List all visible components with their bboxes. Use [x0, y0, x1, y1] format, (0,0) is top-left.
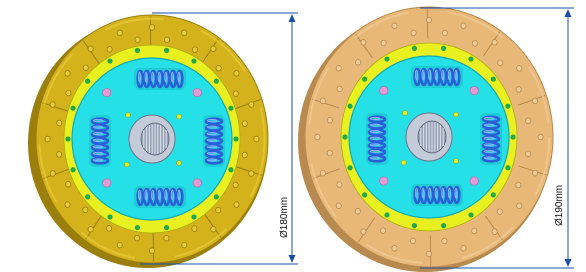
- facing-rivet-hole: [355, 208, 360, 214]
- facing-rivet-hole: [66, 182, 71, 188]
- facing-rivet-hole: [134, 235, 139, 241]
- facing-rivet-hole: [533, 170, 538, 176]
- disc-small: [28, 15, 268, 268]
- facing-rivet-hole: [492, 229, 497, 235]
- facing-rivet-hole: [337, 182, 342, 188]
- facing-rivet-hole: [516, 87, 521, 93]
- hub-rivet: [380, 177, 388, 185]
- hub-rivet: [103, 88, 111, 96]
- disc-large: [298, 7, 553, 272]
- facing-rivet-hole: [192, 226, 197, 232]
- facing-rivet-hole: [492, 40, 497, 46]
- facing-rivet-hole: [182, 242, 187, 248]
- facing-rivet-hole: [249, 102, 254, 108]
- inner-ring-rivet: [214, 79, 219, 84]
- damper-spring: [203, 115, 225, 167]
- facing-rivet-hole: [526, 118, 531, 124]
- inner-ring-rivet: [214, 194, 219, 199]
- facing-rivet-hole: [50, 171, 55, 177]
- facing-rivet-hole: [164, 37, 169, 43]
- facing-rivet-hole: [216, 65, 221, 71]
- facing-rivet-hole: [106, 226, 111, 232]
- facing-rivet-hole: [242, 121, 247, 127]
- inner-ring-rivet: [85, 194, 90, 199]
- hub-rivet: [103, 179, 111, 187]
- facing-rivet-hole: [361, 229, 366, 235]
- facing-rivet-hole: [392, 245, 397, 251]
- facing-rivet-hole: [192, 47, 197, 53]
- facing-rivet-hole: [472, 228, 477, 234]
- facing-rivet-hole: [426, 17, 431, 23]
- facing-rivet-hole: [57, 120, 62, 126]
- inner-ring-rivet: [441, 46, 446, 51]
- facing-rivet-hole: [442, 238, 447, 244]
- facing-rivet-hole: [65, 71, 70, 77]
- hub-stop-pin: [124, 162, 129, 167]
- inner-ring-rivet: [347, 104, 352, 109]
- dimension-large-arrow-bottom: [565, 259, 572, 267]
- dimension-small-label: Ø180mm: [279, 196, 290, 238]
- facing-rivet-hole: [327, 117, 332, 123]
- facing-rivet-hole: [320, 98, 325, 104]
- inner-ring-rivet: [164, 225, 169, 230]
- facing-rivet-hole: [426, 251, 431, 257]
- inner-ring-rivet: [491, 77, 496, 82]
- inner-ring-rivet: [135, 48, 140, 53]
- hub-rivet: [470, 177, 478, 185]
- facing-rivet-hole: [88, 226, 93, 232]
- facing-rivet-hole: [57, 152, 62, 158]
- facing-rivet-hole: [135, 37, 140, 43]
- facing-rivet-hole: [182, 30, 187, 36]
- facing-rivet-hole: [117, 30, 122, 36]
- inner-ring-rivet: [468, 56, 473, 61]
- inner-ring-rivet: [505, 104, 510, 109]
- facing-rivet-hole: [517, 203, 522, 209]
- facing-rivet-hole: [411, 30, 416, 36]
- hub-stop-pin: [177, 161, 182, 166]
- facing-rivet-hole: [249, 171, 254, 177]
- hub-stop-pin: [454, 159, 459, 164]
- inner-ring-rivet: [233, 136, 238, 141]
- inner-ring-rivet: [191, 214, 196, 219]
- facing-rivet-hole: [233, 91, 238, 97]
- inner-ring-rivet: [164, 48, 169, 53]
- inner-ring-rivet: [384, 56, 389, 61]
- facing-rivet-hole: [315, 134, 320, 140]
- inner-ring-rivet: [441, 223, 446, 228]
- inner-ring-rivet: [412, 46, 417, 51]
- facing-rivet-hole: [216, 207, 221, 213]
- hub-stop-pin: [177, 114, 182, 119]
- facing-rivet-hole: [149, 248, 154, 254]
- inner-ring-rivet: [228, 106, 233, 111]
- damper-spring: [134, 68, 186, 90]
- inner-ring-rivet: [70, 106, 75, 111]
- facing-rivet-hole: [320, 170, 325, 176]
- hub-stop-pin: [454, 112, 459, 117]
- facing-rivet-hole: [497, 209, 502, 215]
- facing-rivet-hole: [337, 86, 342, 92]
- facing-rivet-hole: [517, 65, 522, 71]
- damper-spring: [89, 115, 111, 167]
- inner-ring-rivet: [107, 58, 112, 63]
- facing-rivet-hole: [498, 60, 503, 66]
- facing-rivet-hole: [361, 40, 366, 46]
- hub-rivet: [193, 179, 201, 187]
- inner-ring-rivet: [362, 192, 367, 197]
- hub-rivet: [470, 86, 478, 94]
- damper-spring: [366, 113, 388, 165]
- inner-ring-rivet: [107, 214, 112, 219]
- inner-ring-rivet: [491, 192, 496, 197]
- facing-rivet-hole: [164, 235, 169, 241]
- facing-rivet-hole: [516, 182, 521, 188]
- facing-rivet-hole: [211, 46, 216, 52]
- facing-rivet-hole: [381, 40, 386, 46]
- inner-ring-rivet: [65, 136, 70, 141]
- facing-rivet-hole: [45, 136, 50, 142]
- facing-rivet-hole: [211, 226, 216, 232]
- facing-rivet-hole: [410, 238, 415, 244]
- hub-stop-pin: [403, 111, 408, 116]
- inner-ring-rivet: [362, 77, 367, 82]
- hub-rivet: [380, 86, 388, 94]
- inner-ring-rivet: [85, 79, 90, 84]
- facing-rivet-hole: [538, 134, 543, 140]
- facing-rivet-hole: [117, 242, 122, 248]
- facing-rivet-hole: [526, 151, 531, 157]
- inner-ring-rivet: [342, 134, 347, 139]
- inner-ring-rivet: [228, 167, 233, 172]
- damper-spring: [480, 113, 502, 165]
- inner-ring-rivet: [468, 212, 473, 217]
- inner-ring-rivet: [347, 165, 352, 170]
- inner-ring-rivet: [135, 225, 140, 230]
- facing-rivet-hole: [472, 41, 477, 47]
- facing-rivet-hole: [327, 150, 332, 156]
- facing-rivet-hole: [234, 202, 239, 208]
- dimension-large-arrow-top: [565, 9, 572, 17]
- damper-spring: [411, 66, 463, 88]
- facing-rivet-hole: [66, 90, 71, 96]
- facing-rivet-hole: [107, 47, 112, 53]
- facing-rivet-hole: [234, 71, 239, 77]
- inner-ring-rivet: [70, 167, 75, 172]
- facing-rivet-hole: [392, 23, 397, 29]
- hub-rivet: [193, 88, 201, 96]
- facing-rivet-hole: [461, 23, 466, 29]
- dimension-small-arrow-bottom: [289, 255, 296, 263]
- facing-rivet-hole: [533, 98, 538, 104]
- facing-rivet-hole: [83, 207, 88, 213]
- facing-rivet-hole: [65, 202, 70, 208]
- damper-spring: [411, 184, 463, 206]
- facing-rivet-hole: [254, 136, 259, 142]
- inner-ring-rivet: [191, 58, 196, 63]
- hub-stop-pin: [126, 113, 131, 118]
- damper-spring: [134, 186, 186, 208]
- facing-rivet-hole: [461, 245, 466, 251]
- inner-ring-rivet: [505, 165, 510, 170]
- facing-rivet-hole: [442, 30, 447, 36]
- hub-stop-pin: [401, 160, 406, 165]
- facing-rivet-hole: [381, 228, 386, 234]
- facing-rivet-hole: [83, 65, 88, 71]
- facing-rivet-hole: [233, 182, 238, 188]
- facing-rivet-hole: [242, 152, 247, 158]
- facing-rivet-hole: [50, 102, 55, 108]
- facing-rivet-hole: [336, 203, 341, 209]
- facing-rivet-hole: [149, 25, 154, 31]
- dimension-small-arrow-top: [289, 14, 296, 22]
- facing-rivet-hole: [88, 46, 93, 52]
- inner-ring-rivet: [412, 223, 417, 228]
- facing-rivet-hole: [356, 60, 361, 66]
- inner-ring-rivet: [510, 134, 515, 139]
- facing-rivet-hole: [336, 65, 341, 71]
- dimension-large-label: Ø190mm: [554, 184, 565, 226]
- inner-ring-rivet: [384, 212, 389, 217]
